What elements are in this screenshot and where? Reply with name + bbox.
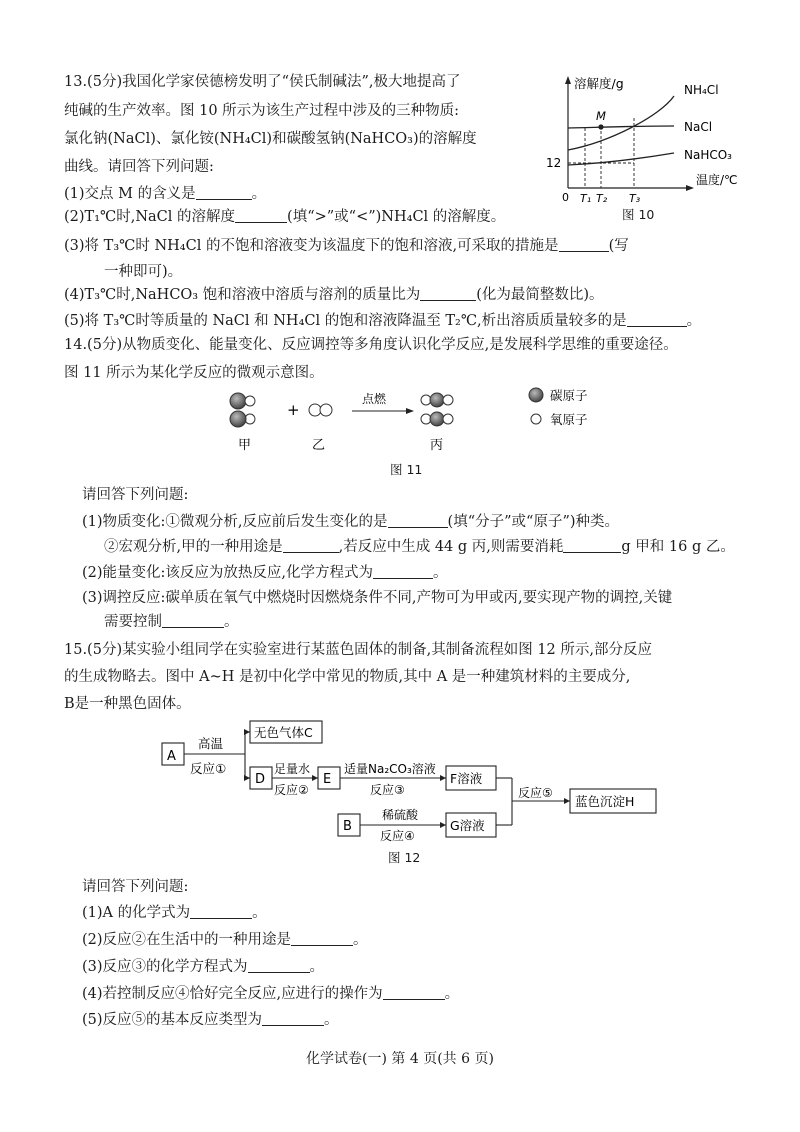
tick-t2: T₂ xyxy=(596,192,608,205)
q15-part2 xyxy=(82,930,368,950)
answer-blank[interactable] xyxy=(559,237,609,252)
label-acid: 稀硫酸 xyxy=(382,808,419,822)
flowchart-figure xyxy=(150,715,670,843)
answer-blank[interactable] xyxy=(283,538,339,553)
q14-part3-end: 。 xyxy=(433,565,448,581)
q13-part2 xyxy=(64,207,505,227)
q14-part4: (3)调控反应:碳单质在氧气中燃烧时因燃烧条件不同,产物可为甲或丙,要实现产物的调控,关键 xyxy=(82,590,673,606)
answer-blank[interactable] xyxy=(162,613,224,628)
q13-part4 xyxy=(64,285,604,305)
nacl-curve xyxy=(568,126,674,128)
answer-blank[interactable] xyxy=(388,513,448,528)
legend-nahco3: NaHCO₃ xyxy=(684,148,732,162)
legend-carbon: 碳原子 xyxy=(550,388,588,403)
q15-part4 xyxy=(82,984,459,1004)
q14-part2-text: ②宏观分析,甲的一种用途是 xyxy=(104,539,283,555)
q13-part4-text: (4)T₃℃时,NaHCO₃ 饱和溶液中溶质与溶剂的质量比为 xyxy=(64,287,421,303)
q14-line1: 14.(5分)从物质变化、能量变化、反应调控等多角度认识化学反应,是发展科学思维的重要途径。 xyxy=(64,337,678,353)
figure-11-caption: 图 11 xyxy=(390,462,423,477)
answer-blank[interactable] xyxy=(196,185,252,200)
answer-blank[interactable] xyxy=(262,1011,324,1026)
label-r1: 反应① xyxy=(190,761,227,776)
q14-part2 xyxy=(104,537,735,557)
q14-intro: 请回答下列问题: xyxy=(82,487,189,503)
molecule-jia xyxy=(230,393,255,427)
label-h: 蓝色沉淀H xyxy=(575,794,635,809)
x-axis-arrow xyxy=(686,185,694,191)
plus-sign: + xyxy=(287,401,300,419)
legend-oxygen: 氧原子 xyxy=(550,412,588,427)
figure-12-caption: 图 12 xyxy=(388,850,421,865)
label-b: B xyxy=(343,819,352,834)
answer-blank[interactable] xyxy=(235,208,287,223)
q15-part3 xyxy=(82,957,324,977)
answer-blank[interactable] xyxy=(420,286,476,301)
q13-part3-cont: 一种即可)。 xyxy=(104,264,183,280)
q13-line4: 曲线。请回答下列问题: xyxy=(64,159,214,175)
label-e: E xyxy=(323,772,332,787)
q13-part3 xyxy=(64,236,629,256)
answer-blank[interactable] xyxy=(627,312,687,327)
label-yi: 乙 xyxy=(312,438,326,453)
tick-12: 12 xyxy=(546,156,562,170)
q15-part3-text: (3)反应③的化学方程式为 xyxy=(82,959,248,975)
q13-part2-end: (填“>”或“<”)NH₄Cl 的溶解度。 xyxy=(287,209,506,225)
answer-blank[interactable] xyxy=(373,564,433,579)
solubility-figure xyxy=(546,68,750,218)
label-bing: 丙 xyxy=(430,438,444,453)
q13-part5 xyxy=(64,311,701,331)
q15-part2-text: (2)反应②在生活中的一种用途是 xyxy=(82,932,292,948)
q13-part1 xyxy=(64,184,266,204)
q15-line3: B是一种黑色固体。 xyxy=(64,696,191,712)
reaction-arrowhead xyxy=(406,408,414,414)
label-jia: 甲 xyxy=(238,438,252,453)
q15-part1-end: 。 xyxy=(252,905,267,921)
q13-part3-end: (写 xyxy=(608,238,629,254)
q15-part2-end: 。 xyxy=(353,932,368,948)
tick-t3: T₃ xyxy=(629,192,641,205)
label-r2: 反应② xyxy=(274,783,309,797)
answer-blank[interactable] xyxy=(383,985,445,1000)
page-footer: 化学试卷(一) 第 4 页(共 6 页) xyxy=(306,1051,494,1067)
q14-part2-end: g 甲和 16 g 乙。 xyxy=(621,539,735,555)
q14-part3-text: (2)能量变化:该反应为放热反应,化学方程式为 xyxy=(82,565,374,581)
q13-part5-end: 。 xyxy=(686,313,702,329)
oxygen-atom-icon xyxy=(531,414,541,424)
answer-blank[interactable] xyxy=(563,538,621,553)
q13-line1: 13.(5分)我国化学家侯德榜发明了“侯氏制碱法”,极大地提高了 xyxy=(64,74,461,90)
q15-part1 xyxy=(82,903,267,923)
q15-part4-text: (4)若控制反应④恰好完全反应,应进行的操作为 xyxy=(82,986,383,1002)
q14-part5-end: 。 xyxy=(224,614,239,630)
q15-part5-text: (5)反应⑤的基本反应类型为 xyxy=(82,1012,263,1028)
legend-nacl: NaCl xyxy=(684,120,713,134)
q14-part2-mid: ,若反应中生成 44 g 丙,则需要消耗 xyxy=(338,539,564,555)
q14-line2: 图 11 所示为某化学反应的微观示意图。 xyxy=(64,365,324,381)
label-d: D xyxy=(255,772,266,787)
answer-blank[interactable] xyxy=(248,958,310,973)
figure-10-caption: 图 10 xyxy=(622,207,655,222)
q14-part3 xyxy=(82,563,448,583)
condition-label: 点燃 xyxy=(362,392,387,406)
q13-line2: 纯碱的生产效率。图 10 所示为该生产过程中涉及的三种物质: xyxy=(64,103,460,119)
q13-line3: 氯化钠(NaCl)、氯化铵(NH₄Cl)和碳酸氢钠(NaHCO₃)的溶解度 xyxy=(64,131,477,147)
label-r3: 反应③ xyxy=(370,783,405,797)
label-r5: 反应⑤ xyxy=(518,786,553,800)
q14-part1-end: (填“分子”或“原子”)种类。 xyxy=(447,514,620,530)
q15-line2: 的生成物略去。图中 A~H 是初中化学中常见的物质,其中 A 是一种建筑材料的主要成分, xyxy=(64,669,631,685)
label-water: 足量水 xyxy=(274,762,311,776)
q13-part2-text: (2)T₁℃时,NaCl 的溶解度 xyxy=(64,209,236,225)
point-m-label: M xyxy=(596,109,606,123)
q15-part5-end: 。 xyxy=(324,1012,339,1028)
point-m xyxy=(598,124,603,129)
molecule-bing xyxy=(421,393,453,426)
q13-part1-text: (1)交点 M 的含义是 xyxy=(64,186,196,202)
label-g: G溶液 xyxy=(450,818,485,833)
label-na2co3: 适量Na₂CO₃溶液 xyxy=(344,762,436,776)
reaction-figure xyxy=(220,385,600,455)
legend-nh4cl: NH₄Cl xyxy=(684,83,719,97)
tick-t1: T₁ xyxy=(580,192,592,205)
q15-part1-text: (1)A 的化学式为 xyxy=(82,905,191,921)
q15-part4-end: 。 xyxy=(444,986,460,1002)
label-r4: 反应④ xyxy=(380,829,415,843)
molecule-yi xyxy=(309,404,332,416)
y-axis-arrow xyxy=(565,76,571,84)
nh4cl-curve xyxy=(568,96,674,150)
q15-part5 xyxy=(82,1010,339,1030)
label-high-temp: 高温 xyxy=(198,736,224,751)
q14-part1-text: (1)物质变化:①微观分析,反应前后发生变化的是 xyxy=(82,514,388,530)
y-axis-label: 溶解度/g xyxy=(574,76,624,91)
label-a: A xyxy=(167,749,176,764)
q13-part5-text: (5)将 T₃℃时等质量的 NaCl 和 NH₄Cl 的饱和溶液降温至 T₂℃,析出溶质质量较多的是 xyxy=(64,313,627,329)
x-axis-label: 温度/℃ xyxy=(696,173,738,187)
q15-part3-end: 。 xyxy=(309,959,325,975)
q14-part5 xyxy=(104,612,239,632)
q13-part3-text: (3)将 T₃℃时 NH₄Cl 的不饱和溶液变为该温度下的饱和溶液,可采取的措施是 xyxy=(64,238,559,254)
origin-label: 0 xyxy=(562,191,569,204)
q14-part5-text: 需要控制 xyxy=(104,614,162,630)
q15-line1: 15.(5分)某实验小组同学在实验室进行某蓝色固体的制备,其制备流程如图 12 所示,部分反应 xyxy=(64,642,652,658)
answer-blank[interactable] xyxy=(291,931,353,946)
carbon-atom-icon xyxy=(529,388,543,402)
q13-part4-end: (化为最简整数比)。 xyxy=(476,287,604,303)
label-c: 无色气体C xyxy=(254,725,313,740)
q13-part1-end: 。 xyxy=(251,186,267,202)
q15-intro: 请回答下列问题: xyxy=(82,879,189,895)
label-f: F溶液 xyxy=(450,771,483,786)
answer-blank[interactable] xyxy=(190,904,252,919)
q14-part1 xyxy=(82,512,619,532)
